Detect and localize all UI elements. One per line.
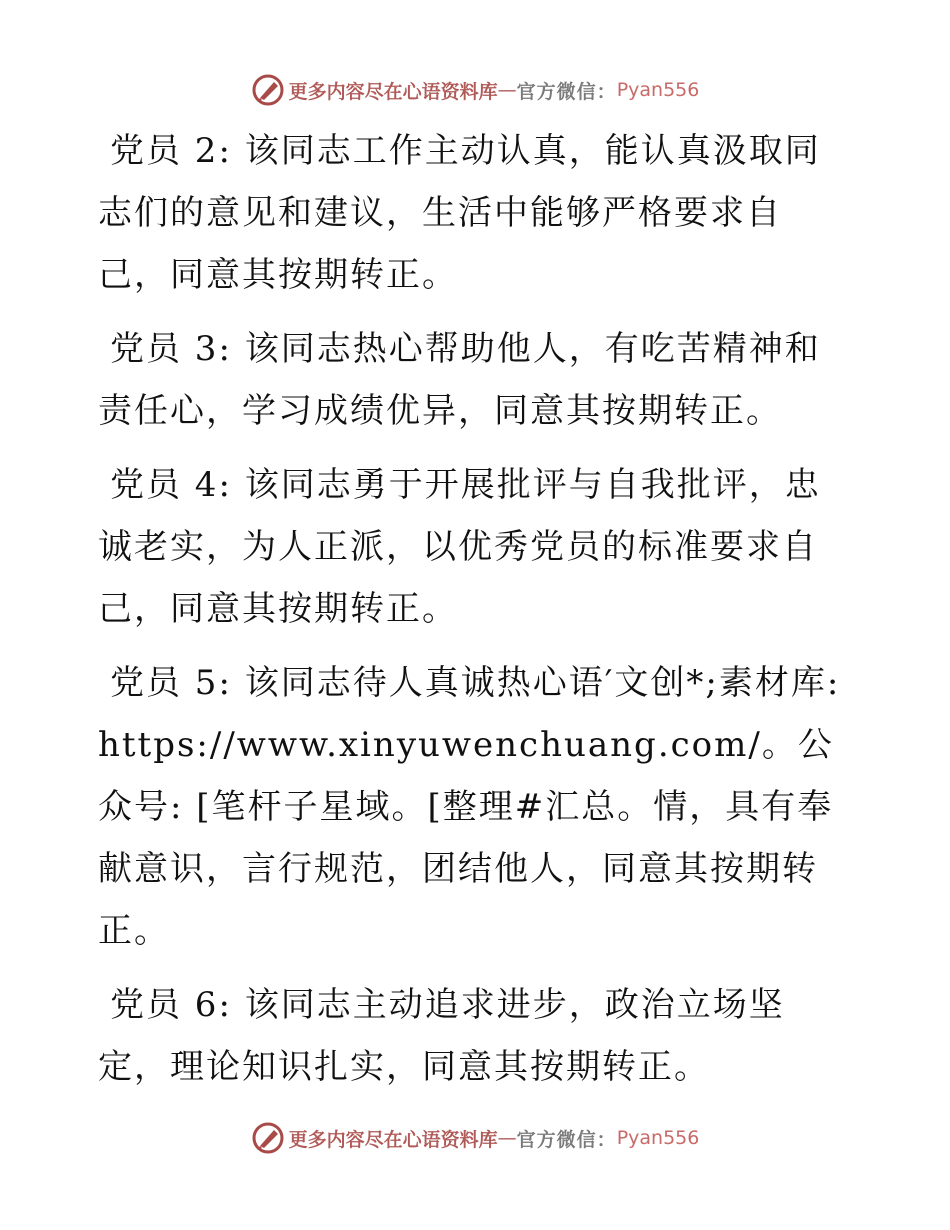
paragraph-member-4: 党员 4: 该同志勇于开展批评与自我批评，忠诚老实，为人正派，以优秀党员的标准要求自己，同意其按期转正。 [98, 465, 821, 629]
banner-wechat-label: 官方微信： [516, 1128, 617, 1151]
paragraph-member-3: 党员 3: 该同志热心帮助他人，有吃苦精神和责任心，学习成绩优异，同意其按期转正。 [98, 329, 821, 431]
banner-wechat-label: 官方微信： [516, 80, 617, 103]
banner-wechat-id: Pyan556 [616, 79, 700, 101]
paragraph-member-5: 党员 5: 该同志待人真诚热心语′文创*;素材库: https://www.xinyuwenchuang.com/。公众号: [笔杆子星域。[整理#汇总。情，具有奉献意识，言行规范，团结他人，同意其按期转正。 [98, 663, 841, 951]
banner-separator: — [497, 1127, 517, 1149]
banner-wechat-id: Pyan556 [616, 1127, 700, 1149]
header-banner [0, 70, 950, 110]
banner-separator: — [497, 79, 517, 101]
paragraph-member-6: 党员 6: 该同志主动追求进步，政治立场坚定，理论知识扎实，同意其按期转正。 [98, 985, 785, 1087]
pen-logo-icon [251, 1121, 285, 1155]
footer-banner [0, 1118, 950, 1158]
document-body [98, 120, 850, 1110]
banner-main-text: 更多内容尽在心语资料库 [288, 1128, 498, 1151]
banner-main-text: 更多内容尽在心语资料库 [288, 80, 498, 103]
paragraph-member-2: 党员 2: 该同志工作主动认真，能认真汲取同志们的意见和建议，生活中能够严格要求自己，同意其按期转正。 [98, 131, 821, 295]
pen-logo-icon [251, 73, 285, 107]
